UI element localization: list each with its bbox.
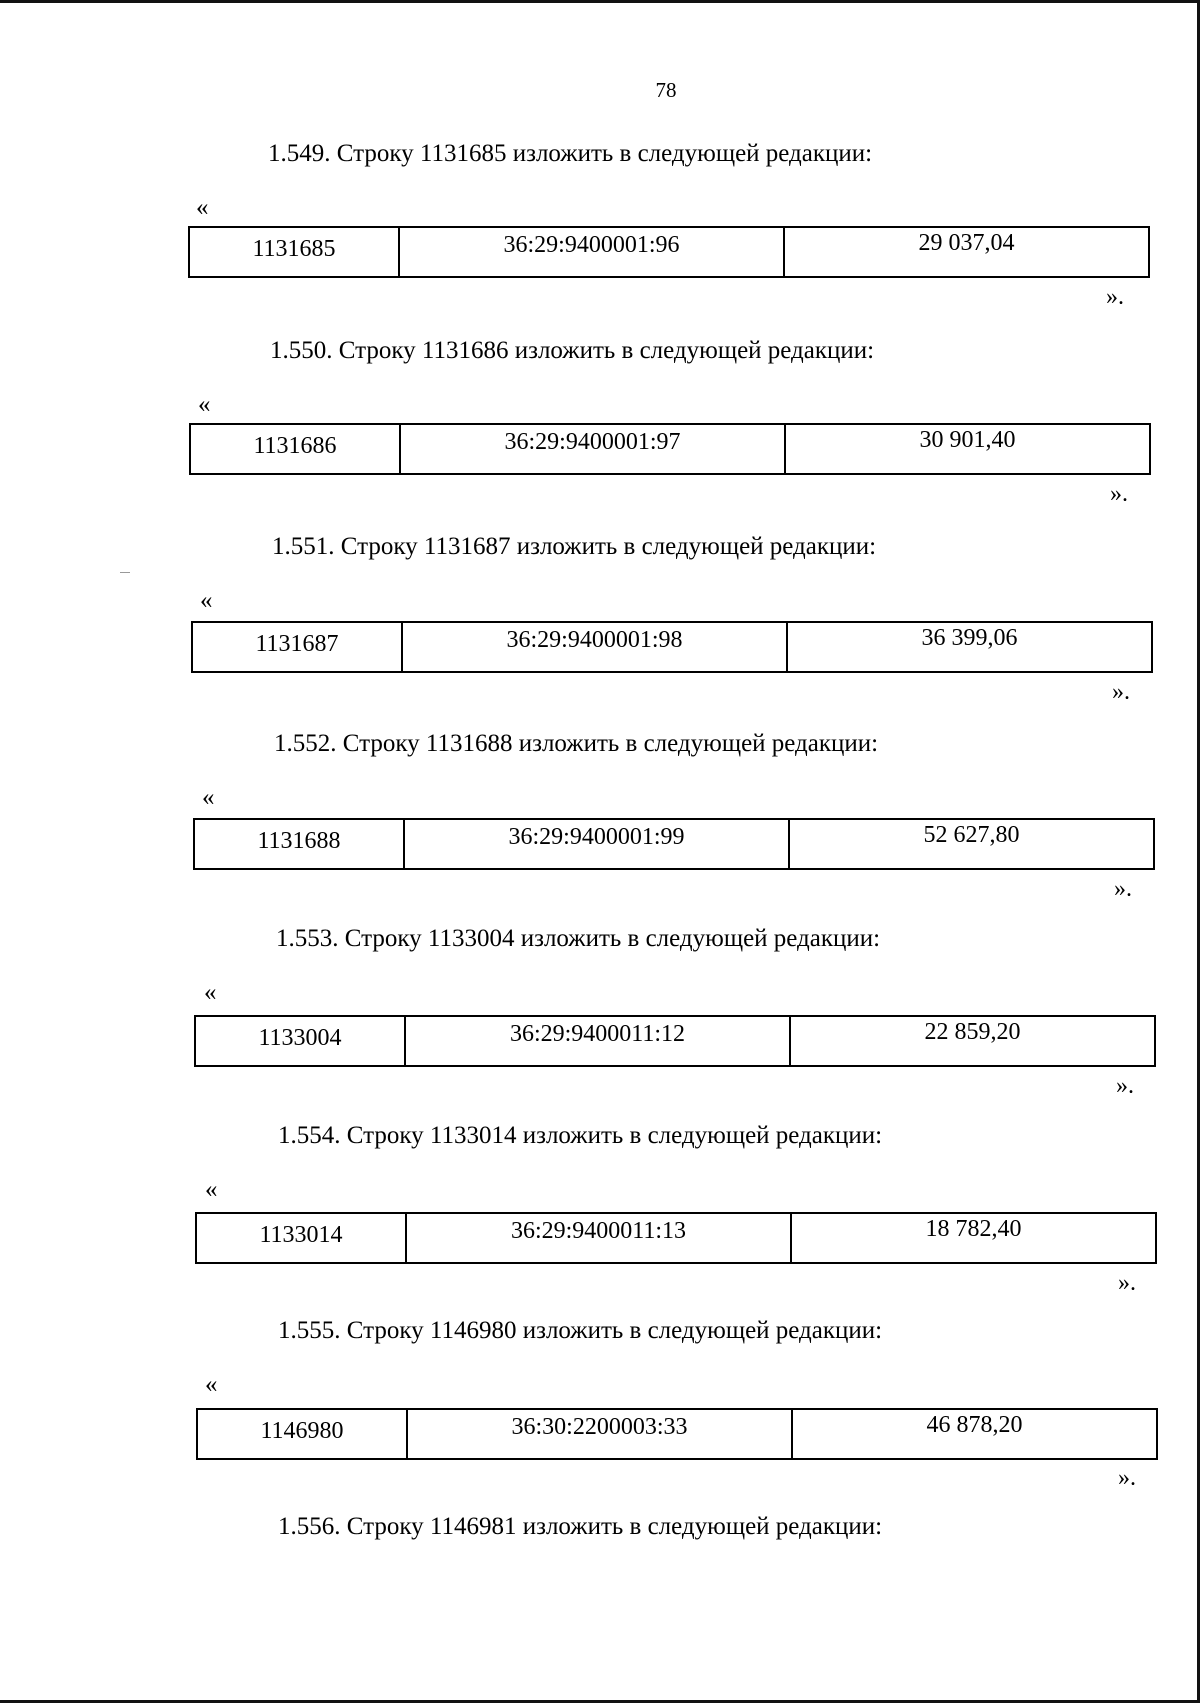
row-id-cell: 1133014 xyxy=(197,1214,407,1262)
row-id-cell: 1146980 xyxy=(198,1410,408,1458)
amendment-heading: 1.556. Строку 1146981 изложить в следующей редакции: xyxy=(278,1513,883,1540)
value-cell: 29 037,04 xyxy=(918,230,1015,256)
amendment-row-table xyxy=(191,621,1153,673)
opening-quote: « xyxy=(196,194,209,221)
value-cell: 46 878,20 xyxy=(926,1412,1023,1438)
value-cell: 36 399,06 xyxy=(921,625,1018,651)
amendment-row-table xyxy=(188,226,1150,278)
scan-edge-top xyxy=(0,0,1200,3)
closing-quote: ». xyxy=(1110,481,1128,507)
closing-quote: ». xyxy=(1118,1270,1136,1296)
value-cell: 22 859,20 xyxy=(924,1019,1021,1045)
value-cell: 52 627,80 xyxy=(923,822,1020,848)
row-id-cell: 1131686 xyxy=(191,425,401,473)
value-cell: 18 782,40 xyxy=(925,1216,1022,1242)
amendment-heading: 1.553. Строку 1133004 изложить в следующей редакции: xyxy=(276,925,881,952)
row-id-cell: 1131685 xyxy=(190,228,400,276)
amendment-row-table xyxy=(194,1015,1156,1067)
closing-quote: ». xyxy=(1118,1465,1136,1491)
amendment-row-table xyxy=(196,1408,1158,1460)
amendment-heading: 1.551. Строку 1131687 изложить в следующей редакции: xyxy=(272,533,877,560)
opening-quote: « xyxy=(205,1176,218,1203)
closing-quote: ». xyxy=(1112,679,1130,705)
cadastral-number-cell: 36:29:9400001:96 xyxy=(400,228,785,276)
closing-quote: ». xyxy=(1106,284,1124,310)
opening-quote: « xyxy=(202,784,215,811)
closing-quote: ». xyxy=(1116,1073,1134,1099)
cadastral-number-cell: 36:30:2200003:33 xyxy=(408,1410,793,1458)
cadastral-number-cell: 36:29:9400011:12 xyxy=(406,1017,791,1065)
cadastral-number-cell: 36:29:9400001:97 xyxy=(401,425,786,473)
page-number: 78 xyxy=(655,78,677,102)
amendment-row-table xyxy=(193,818,1155,870)
cadastral-number-cell: 36:29:9400001:98 xyxy=(403,623,788,671)
amendment-heading: 1.552. Строку 1131688 изложить в следующей редакции: xyxy=(274,730,879,757)
opening-quote: « xyxy=(200,587,213,614)
opening-quote: « xyxy=(205,1371,218,1398)
scan-speck xyxy=(120,572,130,573)
amendment-row-table xyxy=(189,423,1151,475)
row-id-cell: 1133004 xyxy=(196,1017,406,1065)
row-id-cell: 1131687 xyxy=(193,623,403,671)
value-cell: 30 901,40 xyxy=(919,427,1016,453)
cadastral-number-cell: 36:29:9400001:99 xyxy=(405,820,790,868)
opening-quote: « xyxy=(198,391,211,418)
amendment-heading: 1.555. Строку 1146980 изложить в следующей редакции: xyxy=(278,1317,883,1344)
row-id-cell: 1131688 xyxy=(195,820,405,868)
amendment-heading: 1.549. Строку 1131685 изложить в следующей редакции: xyxy=(268,140,873,167)
amendment-heading: 1.554. Строку 1133014 изложить в следующей редакции: xyxy=(278,1122,883,1149)
cadastral-number-cell: 36:29:9400011:13 xyxy=(407,1214,792,1262)
closing-quote: ». xyxy=(1114,876,1132,902)
amendment-row-table xyxy=(195,1212,1157,1264)
opening-quote: « xyxy=(204,979,217,1006)
amendment-heading: 1.550. Строку 1131686 изложить в следующей редакции: xyxy=(270,337,875,364)
